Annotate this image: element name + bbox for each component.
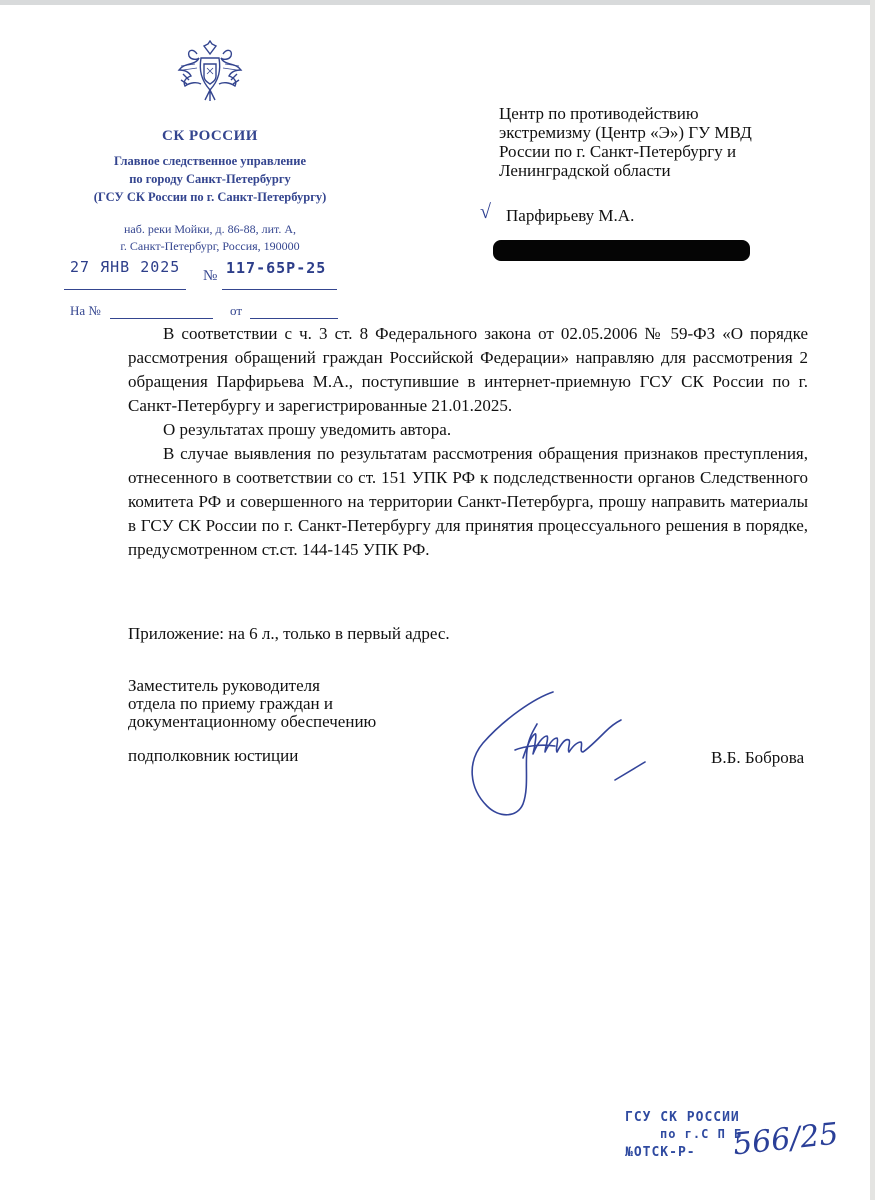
letter-body [128,322,808,562]
signatory-rank: подполковник юстиции [128,746,299,765]
address-line: г. Санкт-Петербург, Россия, 190000 [120,239,300,253]
registration-number: 117-65Р-25 [226,259,327,277]
stamp-line: №ОТСК-Р- [625,1145,696,1160]
reference-date-label: от [230,303,243,318]
redaction-bar [493,240,750,261]
recipient-line: экстремизму (Центр «Э») ГУ МВД [499,123,752,142]
appendix-note: Приложение: на 6 л., только в первый адрес. [128,624,450,643]
registration-number-label: № [203,268,218,284]
signatory-title-line: документационному обеспечению [128,712,377,731]
department-line: (ГСУ СК России по г. Санкт-Петербургу) [93,190,327,204]
recipient-block [499,104,829,180]
stamp-line: ГСУ СК РОССИИ [625,1110,740,1125]
body-paragraph: В соответствии с ч. 3 ст. 8 Федерального закона от 02.05.2006 № 59-ФЗ «О порядке рассмотрения обращений граждан Российской Федерации» направляю для рассмотрения 2 обращения Парфирьева М.А., поступившие в интернет-приемную ГСУ СК России по г. Санкт-Петербургу и зарегистрированные 21.01.2025. [128,324,808,415]
org-name: СК РОССИИ [162,128,258,144]
handwritten-signature-icon [465,688,655,823]
org-department [40,152,380,206]
reference-date-blank [250,318,338,319]
body-paragraph: О результатах прошу уведомить автора. [163,420,452,439]
department-line: Главное следственное управление [113,154,307,168]
recipient-line: Ленинградской области [499,161,671,180]
stamp-line: по г.С П Б [660,1127,743,1141]
org-address [40,221,380,255]
number-blank-line [222,289,337,290]
scan-edge-top [0,0,875,5]
stamp-handwritten-number: 566/25 [731,1116,841,1163]
body-paragraph: В случае выявления по результатам рассмотрения обращения признаков преступления, отнесенного в соответствии со ст. 151 УПК РФ к подследственности органов Следственного комитета РФ и совершенного на территории Санкт-Петербурга, прошу направить материалы в ГСУ СК России по г. Санкт-Петербургу для принятия процессуального решения в порядке, предусмотренном ст.ст. 144-145 УПК РФ. [128,444,808,559]
reference-number-blank [110,318,213,319]
addressee-name: Парфирьеву М.А. [506,206,635,225]
signatory-title-line: отдела по приему граждан и [128,694,333,713]
department-line: по городу Санкт-Петербургу [129,172,291,186]
double-headed-eagle-emblem-icon [175,40,245,102]
check-mark-icon: √ [480,201,491,223]
signatory-title-line: Заместитель руководителя [128,676,320,695]
address-line: наб. реки Мойки, д. 86-88, лит. А, [124,222,296,236]
scan-edge-right [870,0,875,1200]
recipient-line: России по г. Санкт-Петербургу и [499,142,737,161]
signatory-name: В.Б. Боброва [711,748,805,767]
letterhead [40,40,380,253]
signatory-title [128,677,458,731]
reference-number-label: На № [70,303,101,318]
date-blank-line [64,289,186,290]
registration-date: 27 ЯНВ 2025 [70,258,181,276]
recipient-line: Центр по противодействию [499,104,699,123]
